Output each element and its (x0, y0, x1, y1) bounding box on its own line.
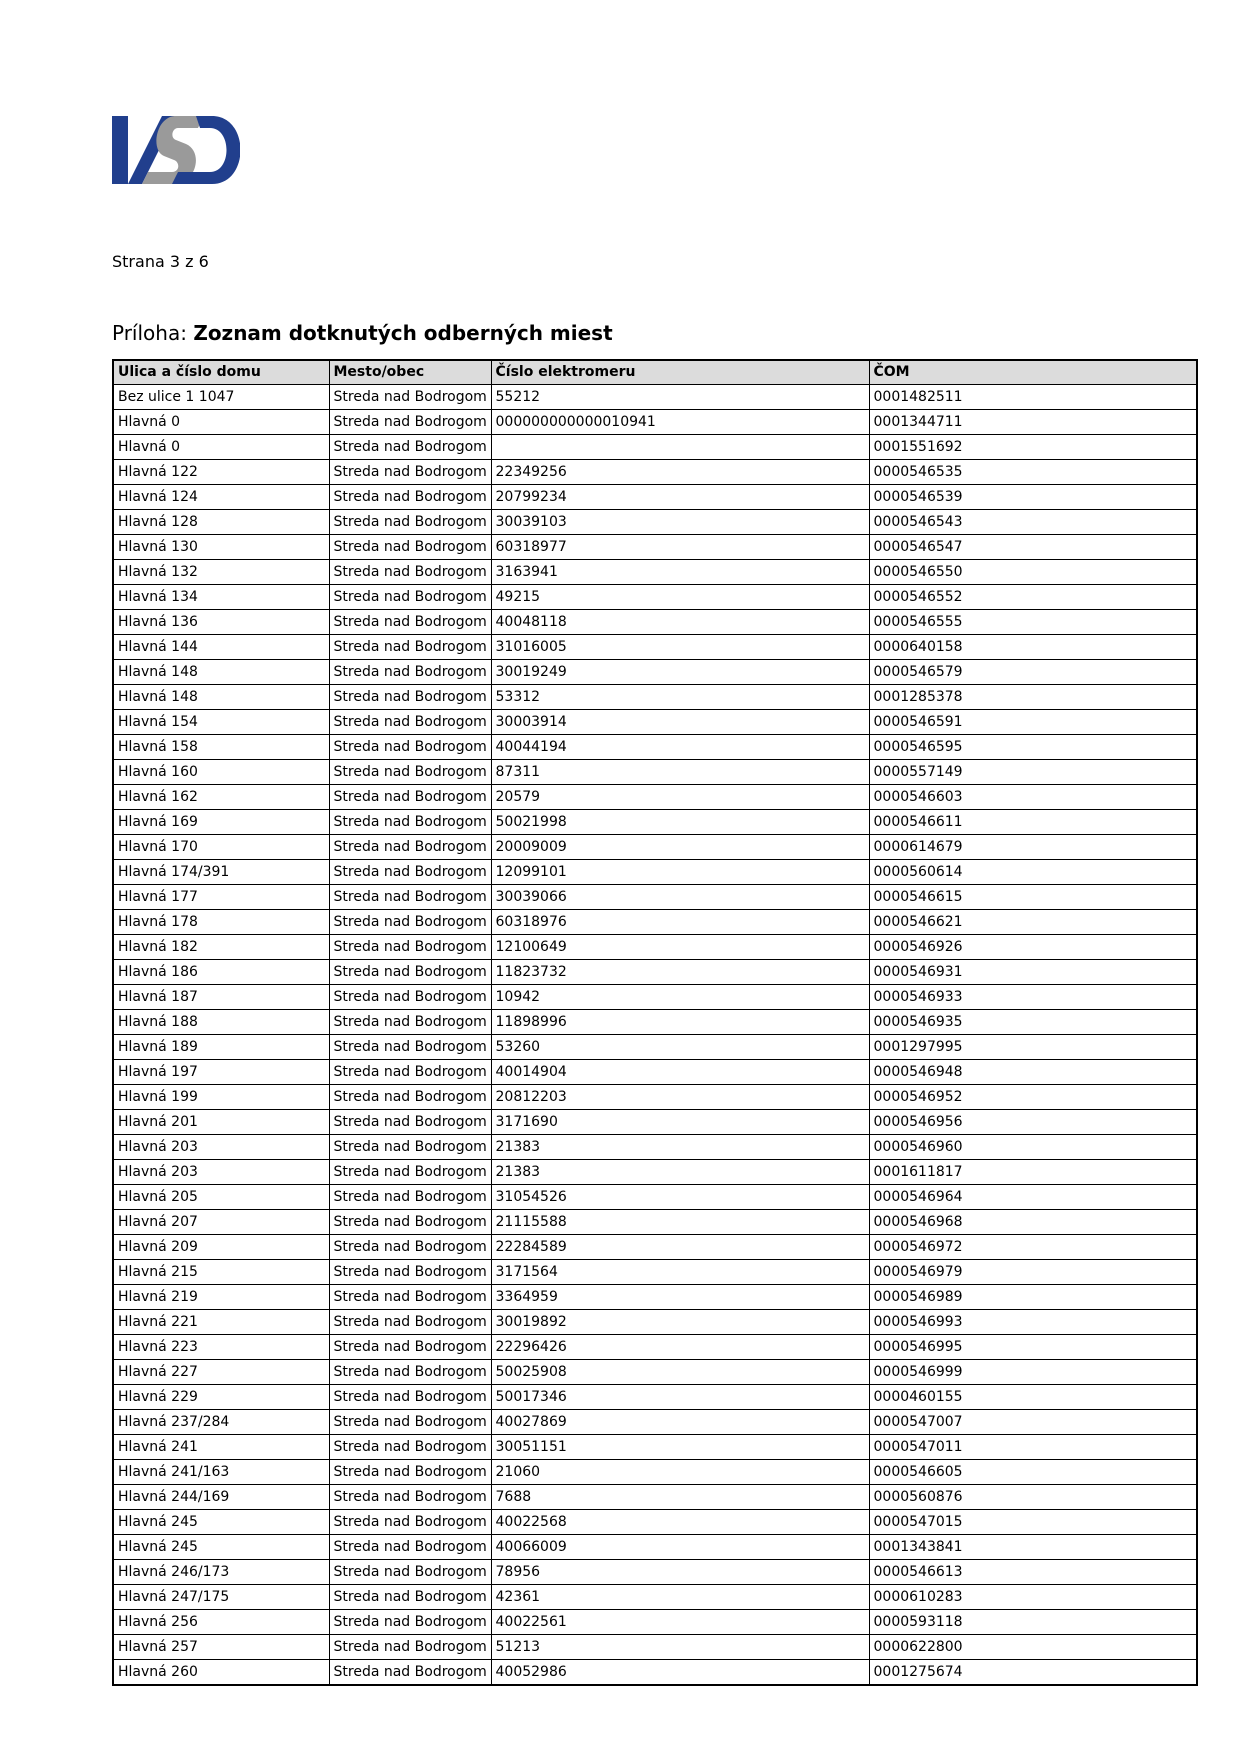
cell-street: Hlavná 189 (113, 1035, 329, 1060)
cell-city: Streda nad Bodrogom (329, 410, 491, 435)
cell-com: 0000546621 (869, 910, 1197, 935)
table-row (113, 1035, 1197, 1060)
cell-com: 0000546931 (869, 960, 1197, 985)
cell-city: Streda nad Bodrogom (329, 585, 491, 610)
cell-meter-number: 21115588 (491, 1210, 869, 1235)
cell-street: Hlavná 215 (113, 1260, 329, 1285)
cell-com: 0000546933 (869, 985, 1197, 1010)
cell-street: Hlavná 178 (113, 910, 329, 935)
cell-street: Hlavná 122 (113, 460, 329, 485)
cell-street: Hlavná 197 (113, 1060, 329, 1085)
cell-meter-number: 11898996 (491, 1010, 869, 1035)
cell-com: 0000460155 (869, 1385, 1197, 1410)
cell-meter-number: 40022568 (491, 1510, 869, 1535)
cell-city: Streda nad Bodrogom (329, 1535, 491, 1560)
cell-street: Hlavná 256 (113, 1610, 329, 1635)
cell-meter-number: 3163941 (491, 560, 869, 585)
cell-com: 0000546595 (869, 735, 1197, 760)
cell-street: Hlavná 187 (113, 985, 329, 1010)
cell-com: 0000622800 (869, 1635, 1197, 1660)
cell-city: Streda nad Bodrogom (329, 1260, 491, 1285)
cell-meter-number: 22284589 (491, 1235, 869, 1260)
cell-meter-number: 60318976 (491, 910, 869, 935)
cell-com: 0000546989 (869, 1285, 1197, 1310)
cell-street: Hlavná 229 (113, 1385, 329, 1410)
cell-city: Streda nad Bodrogom (329, 1110, 491, 1135)
cell-city: Streda nad Bodrogom (329, 1210, 491, 1235)
cell-city: Streda nad Bodrogom (329, 1435, 491, 1460)
cell-meter-number: 3171564 (491, 1260, 869, 1285)
cell-city: Streda nad Bodrogom (329, 910, 491, 935)
cell-city: Streda nad Bodrogom (329, 760, 491, 785)
cell-city: Streda nad Bodrogom (329, 1610, 491, 1635)
cell-com: 0000546552 (869, 585, 1197, 610)
heading-title: Zoznam dotknutých odberných miest (193, 321, 613, 345)
cell-com: 0000557149 (869, 760, 1197, 785)
cell-com: 0000546550 (869, 560, 1197, 585)
cell-meter-number: 21060 (491, 1460, 869, 1485)
cell-meter-number: 53312 (491, 685, 869, 710)
cell-city: Streda nad Bodrogom (329, 1460, 491, 1485)
cell-meter-number: 3171690 (491, 1110, 869, 1135)
cell-city: Streda nad Bodrogom (329, 610, 491, 635)
cell-city: Streda nad Bodrogom (329, 1160, 491, 1185)
cell-city: Streda nad Bodrogom (329, 810, 491, 835)
cell-city: Streda nad Bodrogom (329, 435, 491, 460)
table-row (113, 1210, 1197, 1235)
cell-city: Streda nad Bodrogom (329, 535, 491, 560)
table-row (113, 985, 1197, 1010)
cell-street: Hlavná 132 (113, 560, 329, 585)
cell-city: Streda nad Bodrogom (329, 1335, 491, 1360)
table-row (113, 560, 1197, 585)
cell-city: Streda nad Bodrogom (329, 885, 491, 910)
cell-com: 0000546948 (869, 1060, 1197, 1085)
cell-city: Streda nad Bodrogom (329, 485, 491, 510)
cell-com: 0000546591 (869, 710, 1197, 735)
cell-street: Hlavná 245 (113, 1510, 329, 1535)
table-row (113, 960, 1197, 985)
table-row (113, 1660, 1197, 1686)
cell-street: Hlavná 203 (113, 1135, 329, 1160)
table-row (113, 1260, 1197, 1285)
cell-com: 0000546952 (869, 1085, 1197, 1110)
cell-street: Hlavná 0 (113, 435, 329, 460)
cell-com: 0000546603 (869, 785, 1197, 810)
table-row (113, 585, 1197, 610)
cell-street: Hlavná 174/391 (113, 860, 329, 885)
cell-city: Streda nad Bodrogom (329, 1660, 491, 1686)
cell-city: Streda nad Bodrogom (329, 1285, 491, 1310)
cell-street: Hlavná 245 (113, 1535, 329, 1560)
table-row (113, 1535, 1197, 1560)
table-row (113, 785, 1197, 810)
cell-meter-number: 51213 (491, 1635, 869, 1660)
cell-street: Hlavná 247/175 (113, 1585, 329, 1610)
table-row (113, 810, 1197, 835)
cell-com: 0001482511 (869, 385, 1197, 410)
cell-street: Hlavná 205 (113, 1185, 329, 1210)
table-row (113, 860, 1197, 885)
cell-com: 0000560876 (869, 1485, 1197, 1510)
cell-city: Streda nad Bodrogom (329, 510, 491, 535)
cell-city: Streda nad Bodrogom (329, 1235, 491, 1260)
cell-com: 0000546539 (869, 485, 1197, 510)
table-row (113, 935, 1197, 960)
cell-com: 0001275674 (869, 1660, 1197, 1686)
table-row (113, 1385, 1197, 1410)
cell-com: 0000547011 (869, 1435, 1197, 1460)
cell-city: Streda nad Bodrogom (329, 1510, 491, 1535)
cell-com: 0000560614 (869, 860, 1197, 885)
table-row (113, 1135, 1197, 1160)
cell-meter-number: 30039103 (491, 510, 869, 535)
cell-meter-number: 12100649 (491, 935, 869, 960)
cell-city: Streda nad Bodrogom (329, 635, 491, 660)
cell-com: 0000546547 (869, 535, 1197, 560)
header-com: ČOM (869, 360, 1197, 385)
cell-city: Streda nad Bodrogom (329, 1485, 491, 1510)
cell-city: Streda nad Bodrogom (329, 835, 491, 860)
cell-city: Streda nad Bodrogom (329, 1385, 491, 1410)
cell-com: 0000547015 (869, 1510, 1197, 1535)
cell-com: 0000546972 (869, 1235, 1197, 1260)
affected-points-table (112, 359, 1198, 1686)
cell-street: Hlavná 0 (113, 410, 329, 435)
cell-city: Streda nad Bodrogom (329, 460, 491, 485)
cell-meter-number: 30051151 (491, 1435, 869, 1460)
cell-street: Hlavná 160 (113, 760, 329, 785)
cell-street: Hlavná 244/169 (113, 1485, 329, 1510)
header-street: Ulica a číslo domu (113, 360, 329, 385)
cell-street: Hlavná 124 (113, 485, 329, 510)
cell-street: Hlavná 148 (113, 660, 329, 685)
cell-meter-number: 42361 (491, 1585, 869, 1610)
cell-meter-number: 40066009 (491, 1535, 869, 1560)
cell-street: Hlavná 257 (113, 1635, 329, 1660)
cell-com: 0000610283 (869, 1585, 1197, 1610)
page-number: Strana 3 z 6 (112, 252, 209, 271)
cell-street: Hlavná 188 (113, 1010, 329, 1035)
cell-city: Streda nad Bodrogom (329, 1410, 491, 1435)
cell-street: Hlavná 158 (113, 735, 329, 760)
cell-street: Hlavná 237/284 (113, 1410, 329, 1435)
cell-meter-number: 20009009 (491, 835, 869, 860)
cell-meter-number: 60318977 (491, 535, 869, 560)
cell-com: 0000546613 (869, 1560, 1197, 1585)
cell-com: 0000546979 (869, 1260, 1197, 1285)
table-row (113, 1360, 1197, 1385)
cell-com: 0000546555 (869, 610, 1197, 635)
table-row (113, 1160, 1197, 1185)
cell-city: Streda nad Bodrogom (329, 985, 491, 1010)
table-row (113, 1060, 1197, 1085)
cell-city: Streda nad Bodrogom (329, 735, 491, 760)
cell-meter-number: 22296426 (491, 1335, 869, 1360)
cell-city: Streda nad Bodrogom (329, 1635, 491, 1660)
table-row (113, 1285, 1197, 1310)
header-meter-number: Číslo elektromeru (491, 360, 869, 385)
table-row (113, 910, 1197, 935)
cell-street: Hlavná 246/173 (113, 1560, 329, 1585)
cell-com: 0001551692 (869, 435, 1197, 460)
cell-meter-number: 40014904 (491, 1060, 869, 1085)
cell-street: Hlavná 182 (113, 935, 329, 960)
table-row (113, 1335, 1197, 1360)
cell-city: Streda nad Bodrogom (329, 385, 491, 410)
table-row (113, 710, 1197, 735)
header-city: Mesto/obec (329, 360, 491, 385)
cell-meter-number: 20799234 (491, 485, 869, 510)
cell-meter-number: 55212 (491, 385, 869, 410)
cell-com: 0000546968 (869, 1210, 1197, 1235)
cell-city: Streda nad Bodrogom (329, 660, 491, 685)
cell-com: 0000546543 (869, 510, 1197, 535)
cell-meter-number: 40044194 (491, 735, 869, 760)
cell-meter-number: 30019892 (491, 1310, 869, 1335)
cell-city: Streda nad Bodrogom (329, 1585, 491, 1610)
cell-com: 0000593118 (869, 1610, 1197, 1635)
cell-meter-number: 40027869 (491, 1410, 869, 1435)
cell-street: Hlavná 169 (113, 810, 329, 835)
cell-meter-number: 3364959 (491, 1285, 869, 1310)
cell-street: Hlavná 162 (113, 785, 329, 810)
cell-meter-number: 22349256 (491, 460, 869, 485)
cell-meter-number: 31054526 (491, 1185, 869, 1210)
cell-meter-number: 31016005 (491, 635, 869, 660)
cell-meter-number: 87311 (491, 760, 869, 785)
cell-meter-number: 40022561 (491, 1610, 869, 1635)
cell-city: Streda nad Bodrogom (329, 1310, 491, 1335)
cell-street: Hlavná 223 (113, 1335, 329, 1360)
cell-com: 0000546993 (869, 1310, 1197, 1335)
cell-meter-number: 20812203 (491, 1085, 869, 1110)
cell-street: Hlavná 219 (113, 1285, 329, 1310)
cell-com: 0000546615 (869, 885, 1197, 910)
cell-city: Streda nad Bodrogom (329, 685, 491, 710)
cell-street: Hlavná 227 (113, 1360, 329, 1385)
cell-com: 0000546960 (869, 1135, 1197, 1160)
table-row (113, 1085, 1197, 1110)
cell-city: Streda nad Bodrogom (329, 860, 491, 885)
table-row (113, 885, 1197, 910)
cell-street: Hlavná 207 (113, 1210, 329, 1235)
table-row (113, 460, 1197, 485)
cell-city: Streda nad Bodrogom (329, 560, 491, 585)
cell-com: 0001297995 (869, 1035, 1197, 1060)
table-row (113, 1410, 1197, 1435)
cell-meter-number: 30019249 (491, 660, 869, 685)
table-row (113, 1010, 1197, 1035)
cell-street: Hlavná 203 (113, 1160, 329, 1185)
cell-street: Hlavná 154 (113, 710, 329, 735)
cell-meter-number: 12099101 (491, 860, 869, 885)
table-row (113, 835, 1197, 860)
cell-com: 0001343841 (869, 1535, 1197, 1560)
cell-com: 0000640158 (869, 635, 1197, 660)
table-row (113, 760, 1197, 785)
cell-street: Hlavná 177 (113, 885, 329, 910)
table-row (113, 1560, 1197, 1585)
cell-com: 0000546611 (869, 810, 1197, 835)
cell-meter-number: 21383 (491, 1160, 869, 1185)
cell-com: 0000546995 (869, 1335, 1197, 1360)
cell-city: Streda nad Bodrogom (329, 1010, 491, 1035)
cell-meter-number: 11823732 (491, 960, 869, 985)
cell-com: 0000546956 (869, 1110, 1197, 1135)
vsd-logo (112, 116, 240, 188)
table-row (113, 1110, 1197, 1135)
table-row (113, 1635, 1197, 1660)
cell-city: Streda nad Bodrogom (329, 1360, 491, 1385)
cell-meter-number: 20579 (491, 785, 869, 810)
table-row (113, 1610, 1197, 1635)
cell-street: Hlavná 128 (113, 510, 329, 535)
cell-city: Streda nad Bodrogom (329, 1085, 491, 1110)
cell-city: Streda nad Bodrogom (329, 960, 491, 985)
table-row (113, 1235, 1197, 1260)
cell-meter-number: 50021998 (491, 810, 869, 835)
cell-meter-number (491, 435, 869, 460)
cell-city: Streda nad Bodrogom (329, 1185, 491, 1210)
cell-com: 0000546935 (869, 1010, 1197, 1035)
logo-v-left (112, 116, 128, 184)
cell-city: Streda nad Bodrogom (329, 935, 491, 960)
cell-meter-number: 78956 (491, 1560, 869, 1585)
cell-meter-number: 50017346 (491, 1385, 869, 1410)
table-row (113, 1185, 1197, 1210)
cell-city: Streda nad Bodrogom (329, 710, 491, 735)
table-row (113, 410, 1197, 435)
cell-meter-number: 53260 (491, 1035, 869, 1060)
table-row (113, 435, 1197, 460)
cell-com: 0000546999 (869, 1360, 1197, 1385)
cell-meter-number: 21383 (491, 1135, 869, 1160)
table-row (113, 1485, 1197, 1510)
cell-street: Hlavná 186 (113, 960, 329, 985)
cell-com: 0001344711 (869, 410, 1197, 435)
cell-com: 0000546964 (869, 1185, 1197, 1210)
cell-street: Hlavná 134 (113, 585, 329, 610)
cell-com: 0001611817 (869, 1160, 1197, 1185)
table-row (113, 485, 1197, 510)
cell-meter-number: 49215 (491, 585, 869, 610)
cell-com: 0000546926 (869, 935, 1197, 960)
cell-street: Hlavná 260 (113, 1660, 329, 1686)
cell-com: 0000546605 (869, 1460, 1197, 1485)
cell-street: Hlavná 144 (113, 635, 329, 660)
cell-street: Bez ulice 1 1047 (113, 385, 329, 410)
table-row (113, 385, 1197, 410)
table-row (113, 660, 1197, 685)
table-row (113, 685, 1197, 710)
cell-street: Hlavná 201 (113, 1110, 329, 1135)
cell-meter-number: 30003914 (491, 710, 869, 735)
table-row (113, 1585, 1197, 1610)
table-row (113, 635, 1197, 660)
cell-street: Hlavná 136 (113, 610, 329, 635)
cell-meter-number: 7688 (491, 1485, 869, 1510)
cell-com: 0000547007 (869, 1410, 1197, 1435)
cell-meter-number: 10942 (491, 985, 869, 1010)
cell-com: 0000546579 (869, 660, 1197, 685)
cell-meter-number: 000000000000010941 (491, 410, 869, 435)
heading-prefix: Príloha: (112, 321, 194, 345)
cell-city: Streda nad Bodrogom (329, 1035, 491, 1060)
cell-meter-number: 30039066 (491, 885, 869, 910)
cell-meter-number: 40048118 (491, 610, 869, 635)
page-heading (112, 321, 613, 345)
table-row (113, 510, 1197, 535)
table-row (113, 1435, 1197, 1460)
table-row (113, 735, 1197, 760)
cell-com: 0001285378 (869, 685, 1197, 710)
cell-city: Streda nad Bodrogom (329, 1060, 491, 1085)
cell-street: Hlavná 241 (113, 1435, 329, 1460)
cell-meter-number: 50025908 (491, 1360, 869, 1385)
table-row (113, 535, 1197, 560)
cell-city: Streda nad Bodrogom (329, 1560, 491, 1585)
cell-street: Hlavná 170 (113, 835, 329, 860)
cell-com: 0000614679 (869, 835, 1197, 860)
table-row (113, 1310, 1197, 1335)
cell-street: Hlavná 148 (113, 685, 329, 710)
table-row (113, 610, 1197, 635)
table-row (113, 1510, 1197, 1535)
table-header-row (113, 360, 1197, 385)
cell-com: 0000546535 (869, 460, 1197, 485)
cell-meter-number: 40052986 (491, 1660, 869, 1686)
cell-street: Hlavná 221 (113, 1310, 329, 1335)
cell-street: Hlavná 199 (113, 1085, 329, 1110)
table-row (113, 1460, 1197, 1485)
cell-city: Streda nad Bodrogom (329, 785, 491, 810)
cell-street: Hlavná 241/163 (113, 1460, 329, 1485)
cell-street: Hlavná 209 (113, 1235, 329, 1260)
cell-city: Streda nad Bodrogom (329, 1135, 491, 1160)
cell-street: Hlavná 130 (113, 535, 329, 560)
